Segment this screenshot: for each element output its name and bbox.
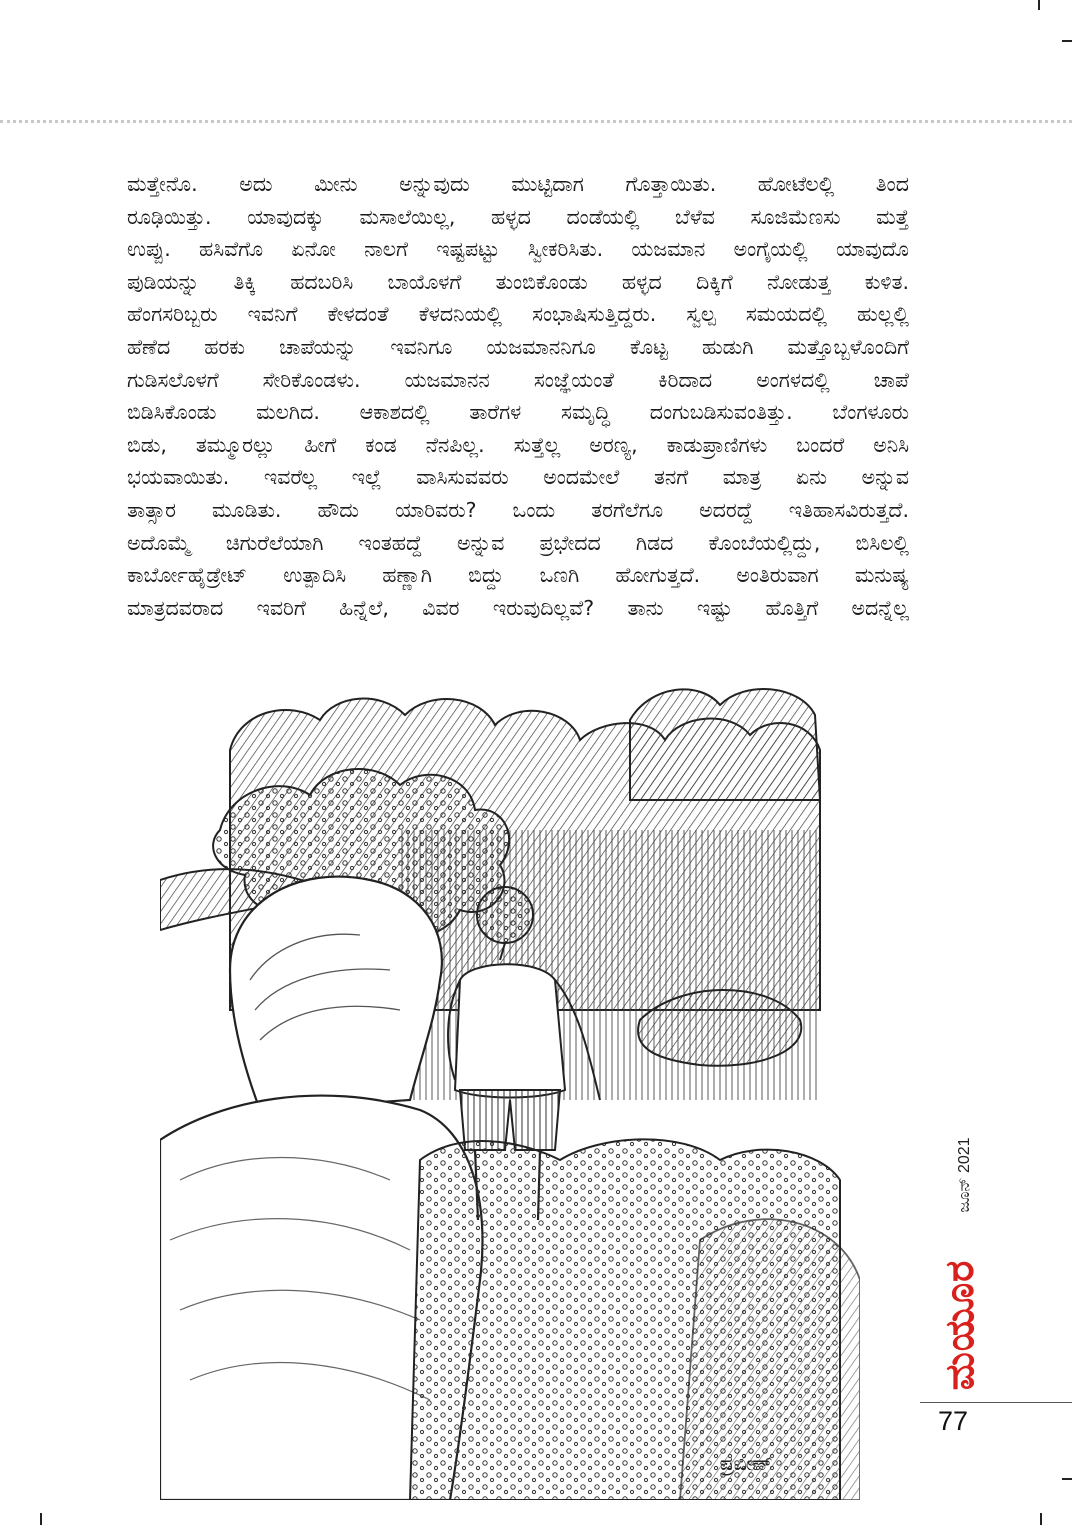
forest-illustration bbox=[160, 680, 860, 1500]
page-number-rule bbox=[920, 1402, 1072, 1403]
masthead-text: ಮಯೂರ bbox=[937, 1259, 983, 1391]
text-line: ಮಾತ್ರದವರಾದ ಇವರಿಗೆ ಹಿನ್ನೆಲೆ, ವಿವರ ಇರುವುದಿಲ್ಲವೆ? ತಾನು ಇಷ್ಟು ಹೊತ್ತಿಗೆ ಅದನ್ನೆಲ್ಲ bbox=[127, 595, 909, 620]
text-line: ಬಿಡಿಸಿಕೊಂಡು ಮಲಗಿದ. ಆಕಾಶದಲ್ಲಿ ತಾರೆಗಳ ಸಮೃದ್ಧಿ ದಂಗುಬಡಿಸುವಂತಿತ್ತು. ಬೆಂಗಳೂರು bbox=[127, 400, 909, 425]
text-line: ಹೆಣೆದ ಹರಕು ಚಾಪೆಯನ್ನು ಇವನಿಗೂ ಯಜಮಾನನಿಗೂ ಕೊಟ್ಟ ಹುಡುಗಿ ಮತ್ತೊಬ್ಬಳೊಂದಿಗೆ bbox=[127, 334, 909, 359]
issue-date bbox=[935, 1115, 995, 1235]
text-line: ರೂಢಿಯಿತ್ತು. ಯಾವುದಕ್ಕು ಮಸಾಲೆಯಿಲ್ಲ, ಹಳ್ಳದ ದಂಡೆಯಲ್ಲಿ ಬೆಳೆವ ಸೂಜಿಮೆಣಸು ಮತ್ತೆ bbox=[127, 204, 909, 229]
story-text bbox=[127, 168, 909, 624]
crop-mark-bottom-right bbox=[1040, 1513, 1042, 1525]
header-dotted-rule bbox=[0, 120, 1072, 123]
foreground-bushes bbox=[410, 1139, 860, 1500]
issue-date-text: ಜೂನ್ 2021 bbox=[956, 1137, 973, 1213]
crop-mark-top-right bbox=[1038, 0, 1040, 10]
crop-mark-top-right-h bbox=[1062, 40, 1072, 42]
crop-mark-bottom-left bbox=[40, 1513, 42, 1525]
text-line: ತಾತ್ಸಾರ ಮೂಡಿತು. ಹೌದು ಯಾರಿವರು? ಒಂದು ತರಗೆಲೆಗೂ ಅದರದ್ದೆ ಇತಿಹಾಸವಿರುತ್ತದೆ. bbox=[127, 497, 909, 522]
masthead bbox=[925, 1255, 995, 1395]
crop-mark-bottom-right-h bbox=[1062, 1478, 1072, 1480]
text-line: ಪುಡಿಯನ್ನು ತಿಕ್ಕಿ ಹದಬರಿಸಿ ಬಾಯೊಳಗೆ ತುಂಬಿಕೊಂಡು ಹಳ್ಳದ ದಿಕ್ಕಿಗೆ ನೋಡುತ್ತ ಕುಳಿತ. bbox=[127, 269, 909, 294]
text-line: ಮತ್ತೇನೊ. ಅದು ಮೀನು ಅನ್ನುವುದು ಮುಟ್ಟಿದಾಗ ಗೊತ್ತಾಯಿತು. ಹೋಟೆಲಲ್ಲಿ ತಿಂದ bbox=[127, 172, 909, 196]
text-line: ಬಿಡು, ತಮ್ಮೂರಲ್ಲು ಹೀಗೆ ಕಂಡ ನೆನಪಿಲ್ಲ. ಸುತ್ತೆಲ್ಲ ಅರಣ್ಯ, ಕಾಡುಪ್ರಾಣಿಗಳು ಬಂದರೆ ಅನಿಸಿ bbox=[127, 432, 909, 457]
artist-signature: ಪ್ರವೀಣ್ bbox=[720, 1451, 773, 1475]
text-line: ಅದೊಮ್ಮೆ ಚಿಗುರೆಲೆಯಾಗಿ ಇಂತಹದ್ದೆ ಅನ್ನುವ ಪ್ರಭೇದದ ಗಿಡದ ಕೊಂಬೆಯಲ್ಲಿದ್ದು, ಬಿಸಿಲಲ್ಲಿ bbox=[127, 530, 909, 555]
text-line: ಕಾರ್ಬೋಹೈಡ್ರೇಟ್ ಉತ್ಪಾದಿಸಿ ಹಣ್ಣಾಗಿ ಬಿದ್ದು ಒಣಗಿ ಹೋಗುತ್ತದೆ. ಅಂತಿರುವಾಗ ಮನುಷ್ಯ bbox=[127, 563, 909, 588]
text-line: ಹೆಂಗಸರಿಬ್ಬರು ಇವನಿಗೆ ಕೇಳದಂತೆ ಕೆಳದನಿಯಲ್ಲಿ ಸಂಭಾಷಿಸುತ್ತಿದ್ದರು. ಸ್ವಲ್ಪ ಸಮಯದಲ್ಲಿ ಹುಲ್ಲಲ್ಲಿ bbox=[127, 302, 909, 327]
text-line: ಭಯವಾಯಿತು. ಇವರೆಲ್ಲ ಇಲ್ಲೆ ವಾಸಿಸುವವರು ಅಂದಮೇಲೆ ತನಗೆ ಮಾತ್ರ ಏನು ಅನ್ನುವ bbox=[127, 465, 909, 490]
text-line: ಗುಡಿಸಲೊಳಗೆ ಸೇರಿಕೊಂಡಳು. ಯಜಮಾನನ ಸಂಜ್ಞೆಯಂತೆ ಕಿರಿದಾದ ಅಂಗಳದಲ್ಲಿ ಚಾಪೆ bbox=[127, 367, 909, 392]
page-number: 77 bbox=[938, 1406, 969, 1436]
text-line: ಉಪ್ಪು. ಹಸಿವೆಗೊ ಏನೋ ನಾಲಗೆ ಇಷ್ಟಪಟ್ಟು ಸ್ವೀಕರಿಸಿತು. ಯಜಮಾನ ಅಂಗೈಯಲ್ಲಿ ಯಾವುದೊ bbox=[127, 237, 909, 262]
